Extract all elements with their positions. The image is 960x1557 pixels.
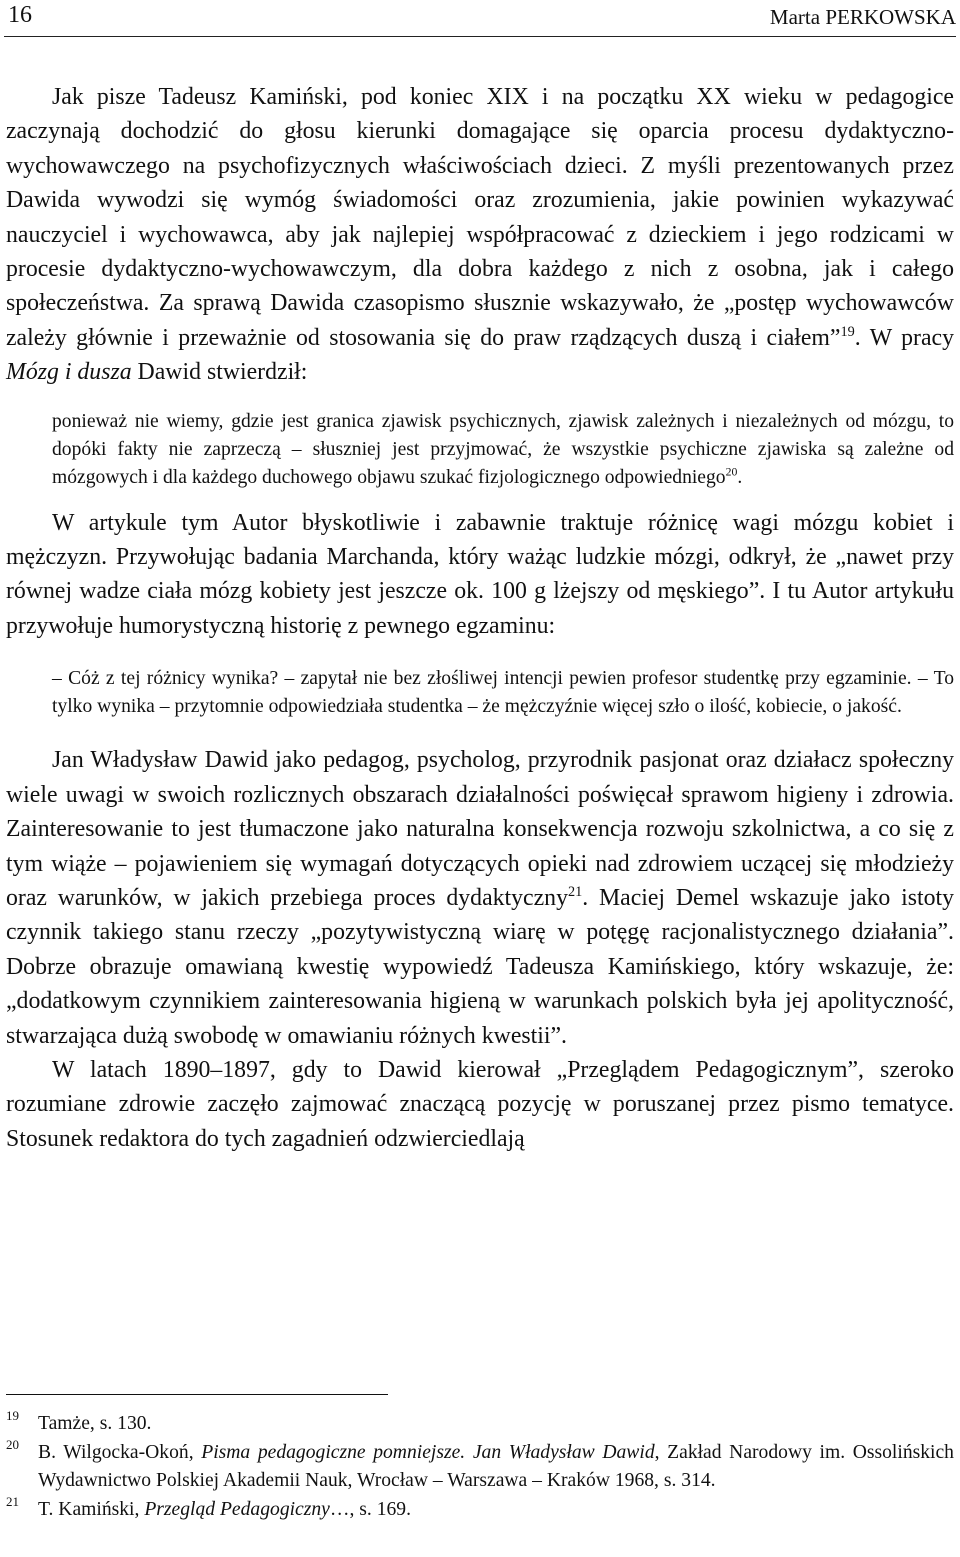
paragraph-3 <box>6 743 954 1053</box>
footnote-number: 20 <box>6 1436 19 1452</box>
footnote-text-a: Tamże, s. 130. <box>38 1413 152 1434</box>
block-quote-1 <box>52 408 954 492</box>
paragraph-2: W artykule tym Autor błyskotliwie i zabawnie traktuje różnicę wagi mózgu kobiet i mężczyzn. Przywołując badania Marchanda, który ważąc ludzkie mózgi, odkrył, że „nawet przy równej wadze ciała mózg kobiety jest jeszcze ok. 100 g lżejszy od męskiego”. I tu Autor artykułu przywołuje humorystyczną historię z pewnego egzaminu: <box>6 509 954 639</box>
footnote-text <box>38 1439 954 1496</box>
page-number: 16 <box>8 2 32 28</box>
paragraph-1-text-a: Jak pisze Tadeusz Kamiński, pod koniec XIX i na początku XX wieku w pedagogice zaczynają dochodzić do głosu kierunki domagające się oparcia procesu dydaktyczno-wychowawczego na psychofizycznych właściwościach dzieci. Z myśli prezentowanych przez Dawida wywodzi się wymóg świadomości oraz zrozumienia, jakie powinien wykazywać nauczyciel i wychowawca, aby jak najlepiej współpracować z dzieckiem i jego rodzicami w procesie dydaktyczno-wychowawczym, dla dobra każdego z nich z osobna, jak i całego społeczeństwa. Za sprawą Dawida czasopismo słusznie wskazywało, że „postęp wychowawców zależy głównie i przeważnie od stosowania się do praw rządzących duszą i ciałem” <box>6 84 954 351</box>
footnote-text <box>38 1496 954 1525</box>
footnote-text-a: B. Wilgocka-Okoń, <box>38 1441 202 1463</box>
footnote-20 <box>6 1436 954 1496</box>
paragraph-1-text-c: Dawid stwierdził: <box>131 359 308 386</box>
paragraph-1-text-b: . W pracy <box>854 324 954 351</box>
footnotes <box>6 1410 954 1524</box>
footnote-ref-19: 19 <box>840 323 855 340</box>
footnote-text-b: , Zakład Narodowy im. Ossolińskich Wydawnictwo Polskiej Akademii Nauk, Wrocław – Warszawa – Kraków 1968, s. 314. <box>38 1441 954 1491</box>
footnote-ref-20: 20 <box>725 465 738 479</box>
footnote-text-b: …, s. 169. <box>329 1498 411 1520</box>
footnote-italic: Pisma pedagogiczne pomniejsze. Jan Władysław Dawid <box>201 1441 655 1463</box>
footnote-number: 21 <box>6 1493 19 1509</box>
paragraph-4: W latach 1890–1897, gdy to Dawid kierował „Przeglądem Pedagogicznym”, szeroko rozumiane zdrowie zaczęło zajmować znaczącą pozycję w poruszanej przez pismo tematyce. Stosunek redaktora do tych zagadnień odzwierciedlają <box>6 1056 954 1152</box>
footnote-21 <box>6 1493 954 1525</box>
footnote-ref-21: 21 <box>567 883 583 900</box>
footnote-number: 19 <box>6 1408 19 1423</box>
paragraph-1 <box>6 80 954 390</box>
footnote-text <box>38 1410 954 1439</box>
running-header-author: Marta PERKOWSKA <box>769 5 956 29</box>
footnote-italic: Przegląd Pedagogiczny <box>144 1498 330 1520</box>
paragraph-3-text-a: Jan Władysław Dawid jako pedagog, psycholog, przyrodnik pasjonat oraz działacz społeczny wiele uwagi w swoich rozlicznych obszarach działalności poświęcał sprawom higieny i zdrowia. Zainteresowanie to jest tłumaczone jako naturalna konsekwencja rozwoju szkolnictwa, a co się z tym wiąże – pojawieniem się wymagań dotyczących opieki nad zdrowiem uczącej się młodzieży oraz warunków, w jakich przebiega proces dydaktyczny <box>6 747 954 911</box>
footnote-19 <box>6 1410 954 1439</box>
page-header <box>4 0 956 37</box>
work-title-mozg-i-dusza: Mózg i dusza <box>6 359 132 386</box>
paragraph-3-text-b: . Maciej Demel wskazuje jako istoty czynnik takiego stanu rzeczy „pozytywistyczną wiarę w potęgę racjonalistycznego działania”. Dobrze obrazuje omawianą kwestię wypowiedź Tadeusza Kamińskiego, który wskazuje, że: „dodatkowym czynnikiem zainteresowania higieną w warunkach polskich była jej apolityczność, stwarzająca dużą swobodę w omawianiu różnych kwestii”. <box>6 884 954 1049</box>
block-quote-2: – Cóż z tej różnicy wynika? – zapytał nie bez złośliwej intencji pewien profesor studentkę przy egzaminie. – To tylko wynika – przytomnie odpowiedziała studentka – że mężczyźnie więcej szło o ilość, kobiecie, o jakość. <box>52 668 954 718</box>
footnote-separator <box>6 1394 388 1395</box>
page-body <box>6 80 954 1156</box>
block-quote-1-text: ponieważ nie wiemy, gdzie jest granica zjawisk psychicznych, zjawisk zależnych i niezależnych od mózgu, to dopóki fakty nie zaprzeczą – słuszniej jest przyjmować, że wszystkie psychiczne zjawiska są zależne od mózgowych i dla każdego duchowego objawu szukać fizjologicznego odpowiedniego <box>52 410 954 488</box>
block-quote-1-end: . <box>737 466 743 488</box>
footnote-text-a: T. Kamiński, <box>38 1498 145 1520</box>
